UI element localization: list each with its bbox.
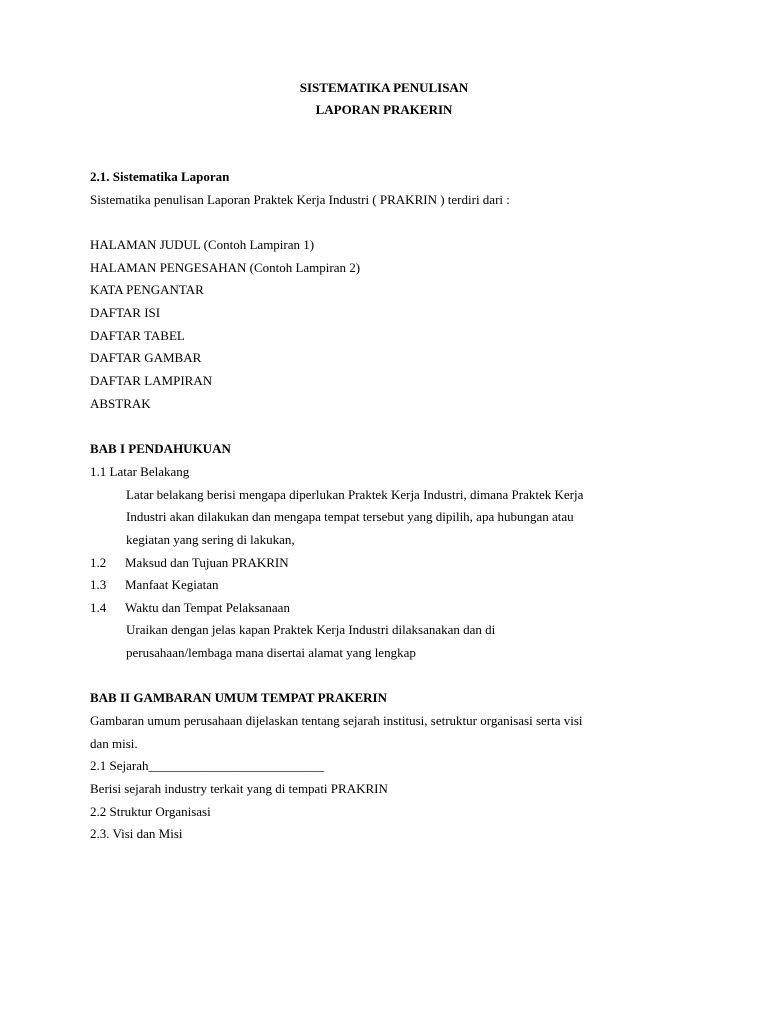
bab2-heading: BAB II GAMBARAN UMUM TEMPAT PRAKERIN [90,690,387,705]
bab1-item-1-1: 1.1 Latar Belakang [90,464,190,479]
item-label: Waktu dan Tempat Pelaksanaan [125,600,290,615]
bab2-item-2-2: 2.2 Struktur Organisasi [90,804,211,819]
bab1-item-1-4 [90,600,290,616]
front-matter-item: HALAMAN PENGESAHAN (Contoh Lampiran 2) [90,260,361,275]
front-matter-item: KATA PENGANTAR [90,282,204,297]
front-matter-item: DAFTAR ISI [90,305,161,320]
item-number: 1.2 [90,555,107,570]
section-2-1-intro: Sistematika penulisan Laporan Praktek Kerja Industri ( PRAKRIN ) terdiri dari : [90,192,510,207]
front-matter-item: ABSTRAK [90,396,151,411]
front-matter-item: HALAMAN JUDUL (Contoh Lampiran 1) [90,237,315,252]
item-number: 1.3 [90,577,107,592]
front-matter-item: DAFTAR TABEL [90,328,185,343]
bab2-item-2-1: 2.1 Sejarah___________________________ [90,758,324,773]
section-heading-2-1: 2.1. Sistematika Laporan [90,169,230,184]
doc-title-line2: LAPORAN PRAKERIN [315,102,453,117]
item-label: Manfaat Kegiatan [125,577,219,592]
item-number: 1.4 [90,600,107,615]
bab1-item-1-1-desc: Industri akan dilakukan dan mengapa tempat tersebut yang dipilih, apa hubungan atau [126,509,574,524]
front-matter-item: DAFTAR LAMPIRAN [90,373,213,388]
bab1-item-1-3 [90,577,218,593]
item-label: Maksud dan Tujuan PRAKRIN [125,555,289,570]
doc-title-line1: SISTEMATIKA PENULISAN [299,80,469,95]
bab1-heading: BAB I PENDAHUKUAN [90,441,231,456]
bab1-item-1-1-desc: kegiatan yang sering di lakukan, [126,532,295,547]
bab1-item-1-1-desc: Latar belakang berisi mengapa diperlukan Praktek Kerja Industri, dimana Praktek Kerja [126,487,584,502]
bab2-item-2-1-desc: Berisi sejarah industry terkait yang di tempati PRAKRIN [90,781,388,796]
bab2-item-2-3: 2.3. Visi dan Misi [90,826,183,841]
bab2-intro: Gambaran umum perusahaan dijelaskan tentang sejarah institusi, setruktur organisasi serta visi [90,713,583,728]
bab1-item-1-4-desc: Uraikan dengan jelas kapan Praktek Kerja Industri dilaksanakan dan di [126,622,496,637]
bab2-intro: dan misi. [90,736,138,751]
bab1-item-1-2 [90,555,289,571]
bab1-item-1-4-desc: perusahaan/lembaga mana disertai alamat yang lengkap [126,645,416,660]
front-matter-item: DAFTAR GAMBAR [90,350,202,365]
